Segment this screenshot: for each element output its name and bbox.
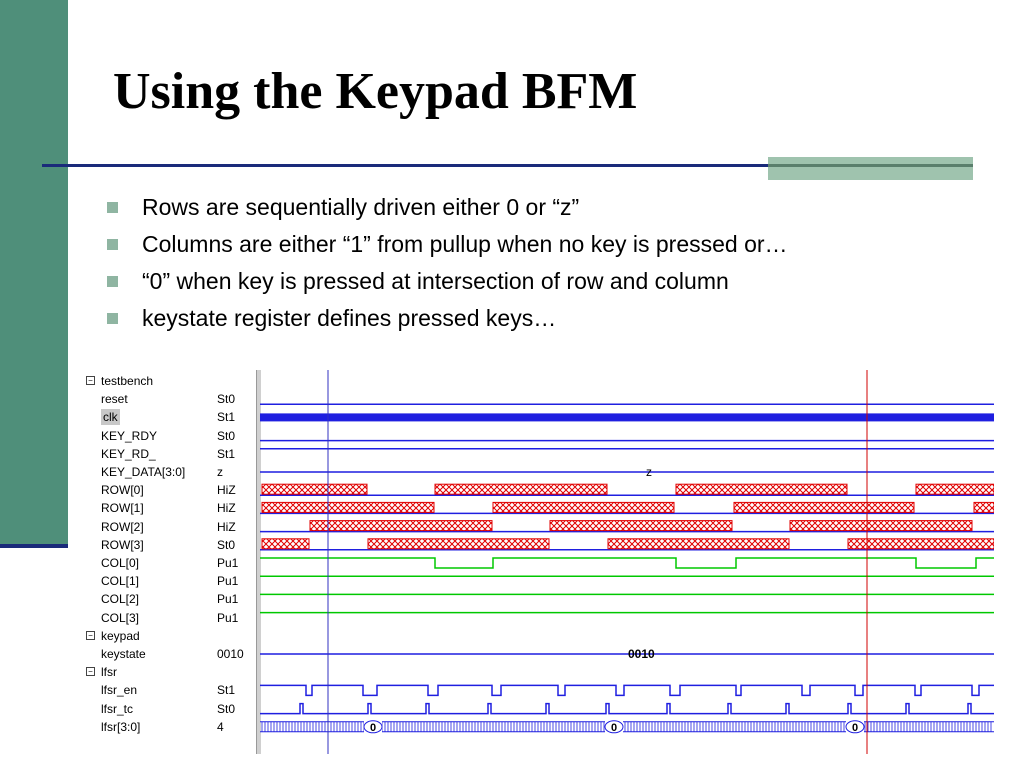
tree-collapse-icon[interactable]: − [86, 667, 95, 676]
waveform-pane[interactable] [260, 370, 994, 754]
lfsr-zero-label: 0 [370, 721, 377, 734]
bullet-item [104, 266, 788, 303]
signal-value: Pu1 [217, 556, 239, 570]
lfsr-tc-trace [260, 704, 994, 714]
bullet-text: keystate register defines pressed keys… [142, 305, 557, 331]
signal-value: St1 [217, 410, 236, 425]
tree-collapse-icon[interactable]: − [86, 631, 95, 640]
tree-collapse-icon[interactable]: − [86, 376, 95, 385]
lfsr-zero-label: 0 [852, 721, 859, 734]
slide-title: Using the Keypad BFM [113, 63, 638, 120]
row-hiz-segment [262, 539, 309, 549]
row-hiz-segment [734, 502, 914, 512]
keystate-bus-label: 0010 [628, 647, 655, 661]
bullet-item [104, 192, 788, 229]
col-trace [260, 558, 994, 568]
row-hiz-segment [493, 502, 674, 512]
row-hiz-segment [608, 539, 789, 549]
bullet-list [104, 192, 788, 340]
signal-name[interactable]: KEY_RDY [101, 428, 158, 443]
signal-name[interactable]: ROW[0] [101, 483, 144, 498]
signal-group-name[interactable]: testbench [101, 374, 154, 388]
row-hiz-segment [550, 521, 732, 531]
title-accent-block [768, 157, 973, 180]
bullet-text: Rows are sequentially driven either 0 or “z” [142, 194, 580, 220]
signal-name[interactable]: COL[1] [101, 574, 140, 589]
signal-group-name[interactable]: keypad [101, 628, 140, 643]
row-hiz-segment [368, 539, 549, 549]
row-hiz-segment [262, 484, 367, 494]
signal-name[interactable]: keystate [101, 647, 146, 661]
signal-name[interactable]: lfsr_en [101, 683, 138, 698]
signal-value: Pu1 [217, 610, 239, 625]
square-bullet-icon [107, 239, 118, 250]
signal-value: St1 [217, 446, 236, 461]
signal-name[interactable]: ROW[1] [101, 501, 144, 516]
signal-value: HiZ [217, 483, 236, 498]
row-hiz-segment [310, 521, 492, 531]
signal-value: HiZ [217, 501, 236, 516]
waveform-viewer [82, 370, 994, 754]
row-hiz-segment [676, 484, 847, 494]
slide-left-band-rule [0, 544, 68, 548]
signal-name[interactable]: KEY_DATA[3:0] [101, 465, 186, 479]
signal-value: z [217, 465, 223, 479]
row-hiz-segment [974, 502, 994, 512]
signal-name[interactable]: KEY_RD_ [101, 446, 156, 461]
signal-name[interactable]: ROW[2] [101, 519, 144, 534]
signal-name[interactable]: COL[0] [101, 556, 140, 570]
bullet-text: Columns are either “1” from pullup when no key is pressed or… [142, 231, 788, 257]
signal-value: 4 [217, 719, 224, 734]
signal-name[interactable]: COL[3] [101, 610, 140, 625]
signal-group-name[interactable]: lfsr [101, 665, 117, 680]
row-hiz-segment [435, 484, 607, 494]
lfsr-en-trace [260, 685, 994, 695]
signal-value: St0 [217, 428, 236, 443]
bullet-text: “0” when key is pressed at intersection of row and column [142, 268, 729, 294]
title-accent-rule [768, 164, 973, 167]
signal-value: Pu1 [217, 574, 239, 589]
slide-left-band [0, 0, 68, 548]
row-hiz-segment [916, 484, 994, 494]
bullet-item [104, 229, 788, 266]
signal-name[interactable]: ROW[3] [101, 537, 144, 552]
square-bullet-icon [107, 313, 118, 324]
signal-name-pane [82, 370, 257, 754]
lfsr-zero-label: 0 [611, 721, 618, 734]
signal-value: St0 [217, 537, 236, 552]
row-hiz-segment [262, 502, 434, 512]
signal-name[interactable]: lfsr_tc [101, 701, 134, 716]
signal-name[interactable]: clk [103, 410, 118, 425]
signal-value: St0 [217, 701, 236, 716]
row-hiz-segment [848, 539, 994, 549]
signal-name[interactable]: reset [101, 392, 128, 407]
signal-value: St0 [217, 392, 236, 407]
key-data-bus-label: z [646, 465, 652, 479]
square-bullet-icon [107, 276, 118, 287]
clk-trace [260, 413, 994, 421]
signal-value: St1 [217, 683, 236, 698]
signal-name[interactable]: lfsr[3:0] [101, 719, 141, 734]
signal-name[interactable]: COL[2] [101, 592, 140, 607]
row-hiz-segment [790, 521, 972, 531]
signal-value: Pu1 [217, 592, 239, 607]
signal-value: HiZ [217, 519, 236, 534]
square-bullet-icon [107, 202, 118, 213]
bullet-item [104, 303, 788, 340]
signal-value: 0010 [217, 647, 244, 661]
